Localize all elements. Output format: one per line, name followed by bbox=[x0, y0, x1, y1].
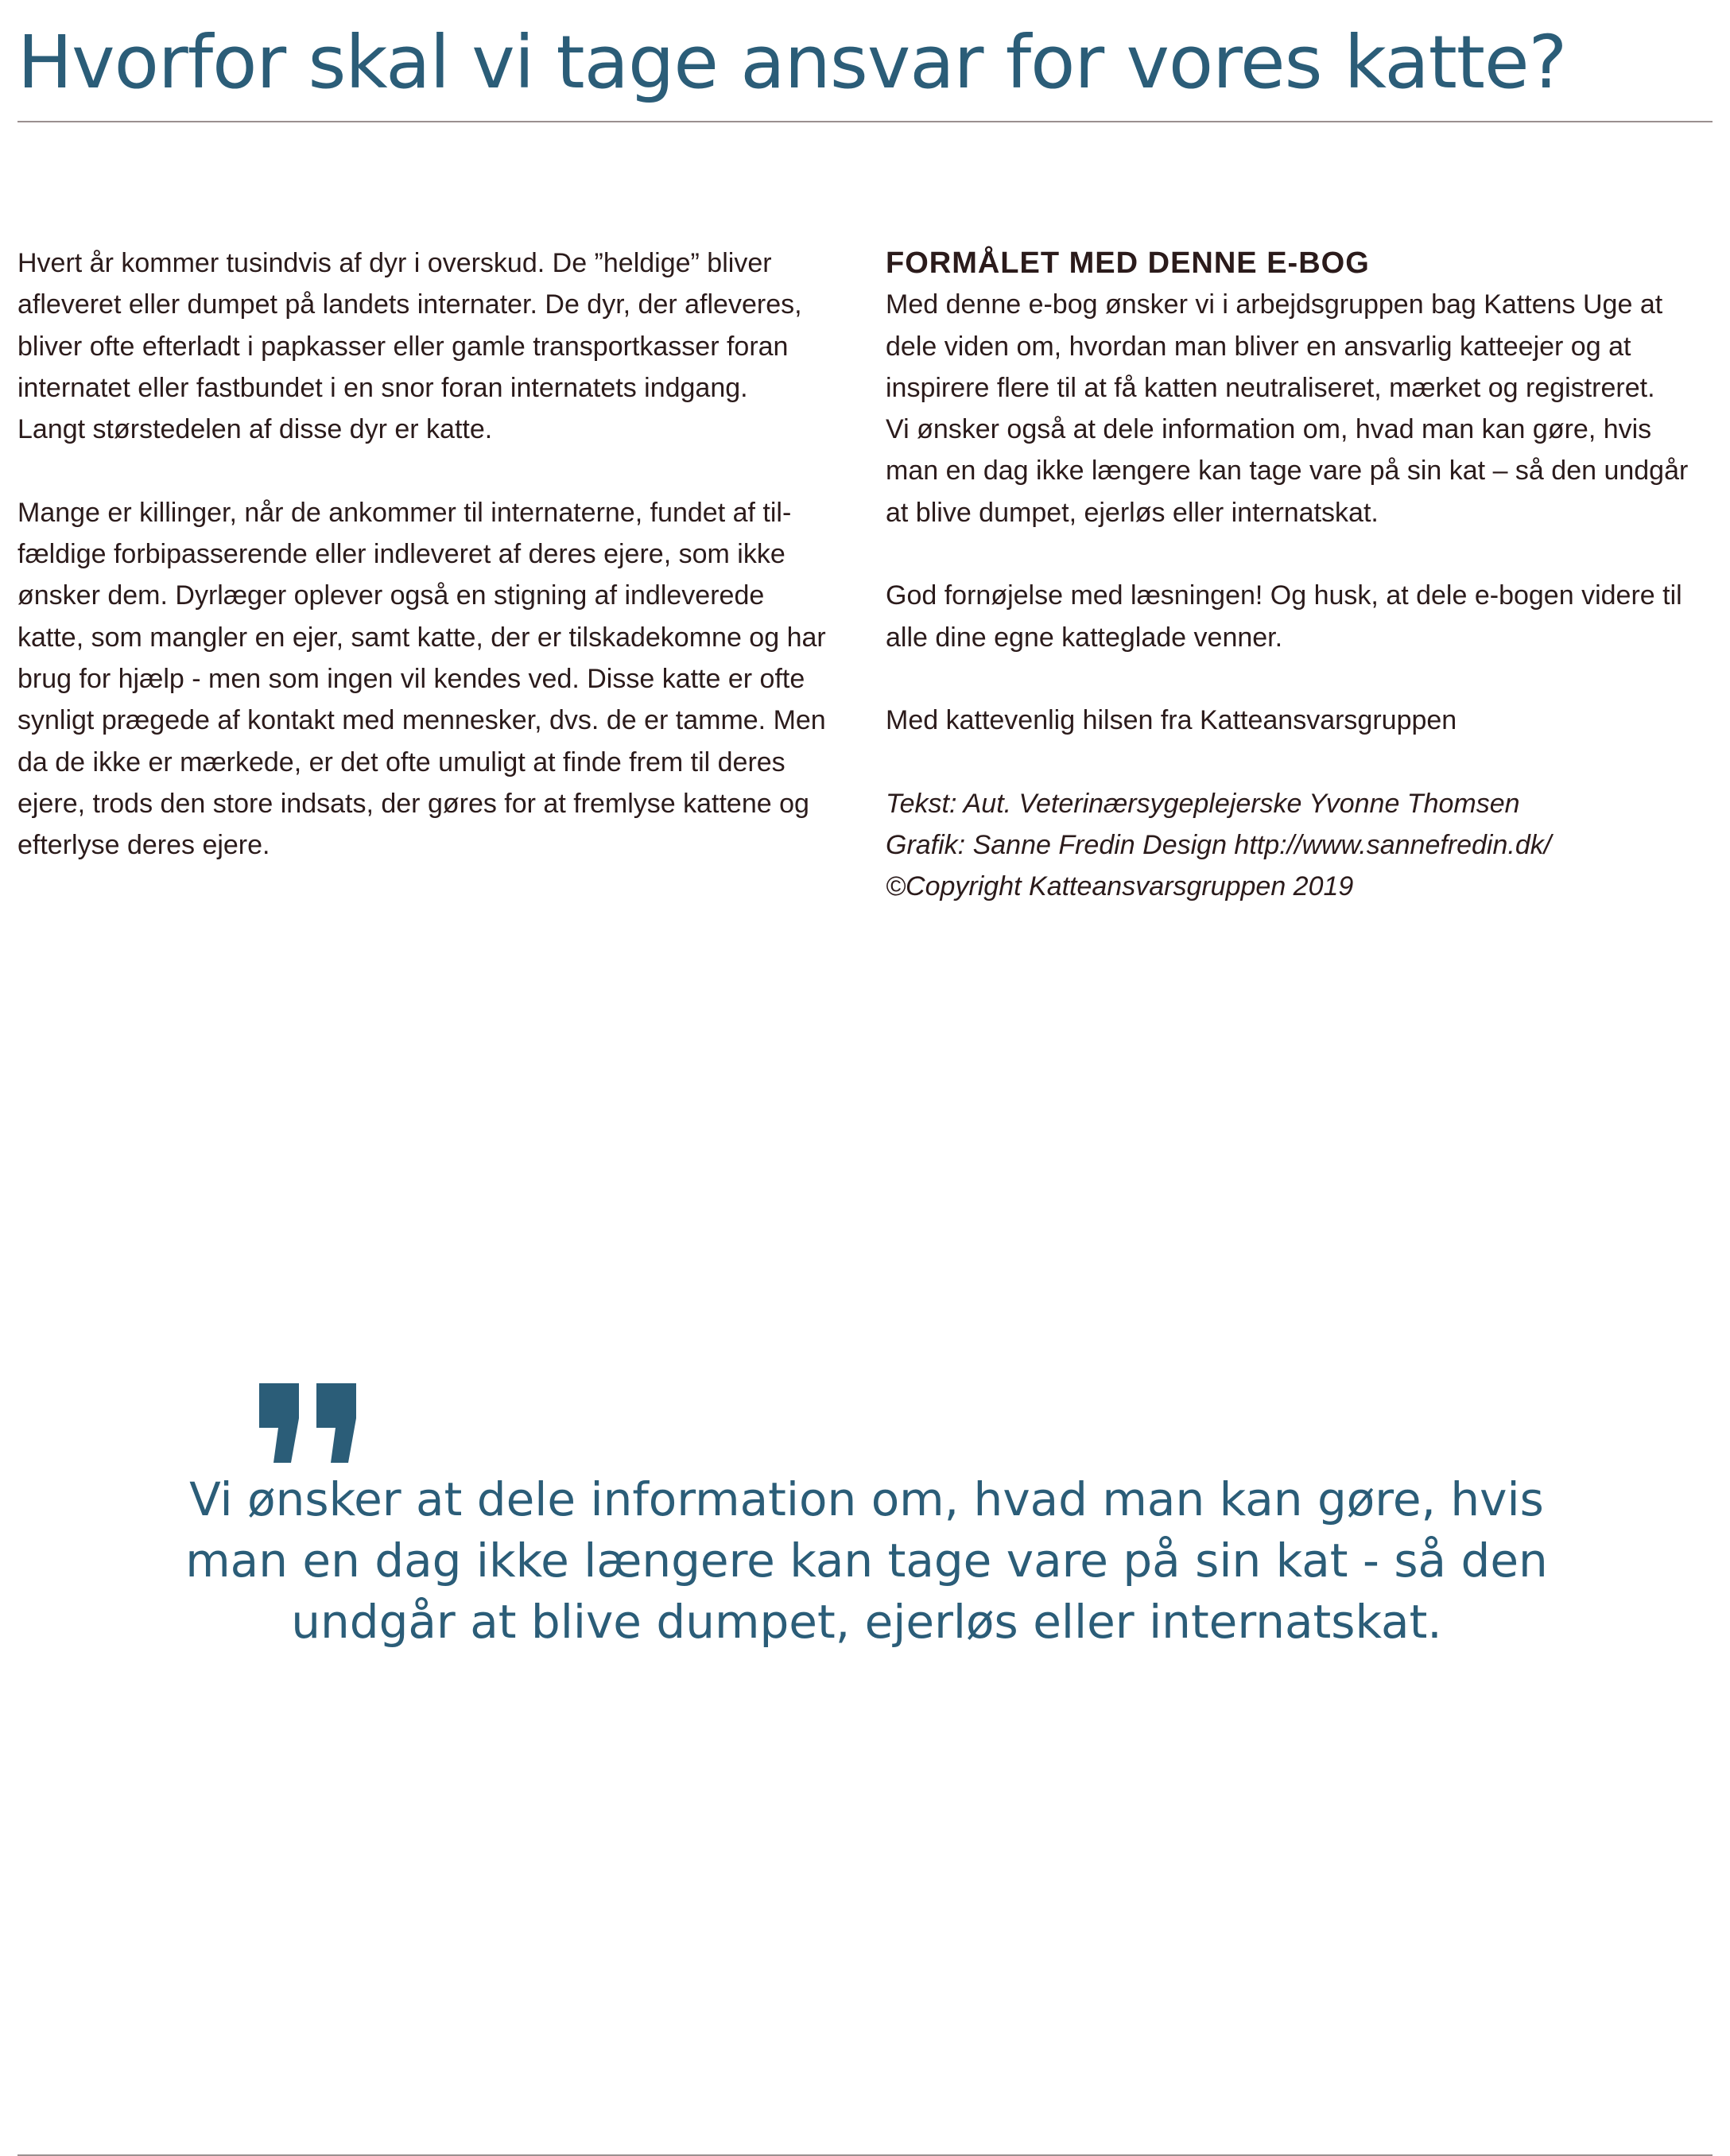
quote-mark-icon bbox=[256, 1383, 359, 1463]
credits: Tekst: Aut. Veterinærsygeplejerske Yvonne Thomsen Grafik: Sanne Fredin Design http://www.sannefredin.dk/ ©Copyright Katteansvarsgruppen 2019 bbox=[886, 788, 1552, 902]
title-divider bbox=[17, 121, 1713, 122]
right-column bbox=[886, 242, 1713, 908]
page-title: Hvorfor skal vi tage ansvar for vores katte? bbox=[17, 20, 1567, 105]
body-paragraph: Mange er killinger, når de ankommer til internaterne, fundet af til- fældige forbipasserende eller indleveret af deres ejere, som ikke ønsker dem. Dyrlæger oplever også en stigning af indleverede katte, som mangler en ejer, samt katte, der er tilskadekomne og har brug for hjælp - men som ingen vil kendes ved. Disse katte er ofte synligt prægede af kontakt med mennesker, dvs. de er tamme. Men da de ikke er mærkede, er det ofte umuligt at finde frem til deres ejere, trods den store indsats, der gøres for at fremlyse kattene og efterlyse deres ejere. bbox=[17, 497, 826, 861]
left-column bbox=[17, 242, 844, 908]
section-heading: FORMÅLET MED DENNE E-BOG bbox=[886, 246, 1370, 280]
body-paragraph: Med kattevenlig hilsen fra Katteansvarsgruppen bbox=[886, 705, 1457, 736]
pull-quote: Vi ønsker at dele information om, hvad man kan gøre, hvis man en dag ikke længere kan tage vare på sin kat - så den undgår at blive dumpet, ejerløs eller internatskat. bbox=[185, 1472, 1548, 1649]
body-paragraph: Hvert år kommer tusindvis af dyr i overskud. De ”heldige” bliver afleveret eller dumpet på landets internater. De dyr, der afleveres, bliver ofte efterladt i papkasser eller gamle transportkasser foran internatet eller fastbundet i en snor foran internatets indgang. Langt størstedelen af disse dyr er katte. bbox=[17, 248, 802, 445]
body-paragraph: Med denne e-bog ønsker vi i arbejdsgruppen bag Kattens Uge at dele viden om, hvordan man bliver en ansvarlig katteejer og at inspirere flere til at få katten neutraliseret, mærket og registreret. Vi ønsker også at dele information om, hvad man kan gøre, hvis man en dag ikke længere kan tage vare på sin kat – så den undgår at blive dumpet, ejerløs eller internatskat. bbox=[886, 289, 1689, 528]
body-paragraph: God fornøjelse med læsningen! Og husk, at dele e-bogen videre til alle dine egne katteglade venner. bbox=[886, 580, 1682, 653]
